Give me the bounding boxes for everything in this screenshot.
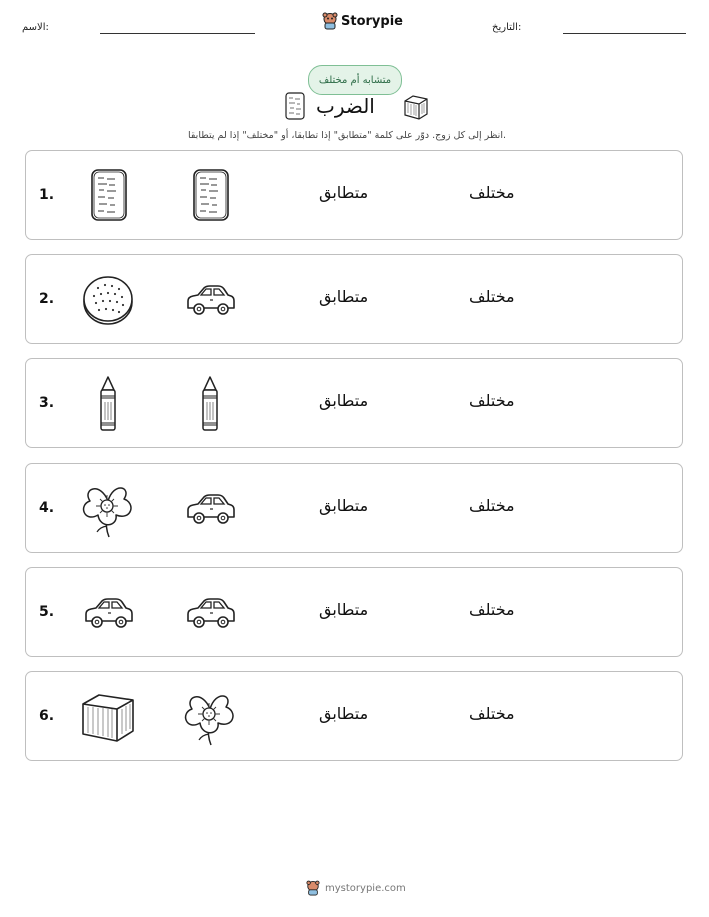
instructions: انظر إلى كل زوج. دوّر على كلمة "متطابق" إذا تطابقا، أو "مختلف" إذا لم يتطابقا. — [187, 130, 506, 141]
match-option[interactable]: متطابق — [319, 495, 369, 515]
car-icon — [180, 270, 240, 330]
wooden-box-icon — [402, 93, 430, 121]
brand-name: Storypie — [341, 13, 403, 29]
exercise-row — [25, 567, 683, 657]
exercise-row — [25, 150, 683, 240]
different-option[interactable]: مختلف — [469, 495, 515, 515]
brand-logo — [322, 12, 403, 30]
car-icon — [180, 479, 240, 539]
row-number: 1. — [39, 187, 55, 203]
different-option[interactable]: مختلف — [469, 391, 515, 411]
storypie-mascot-icon — [306, 880, 320, 896]
wooden-box-icon — [78, 687, 138, 747]
footer — [306, 880, 406, 896]
flower-icon — [180, 687, 240, 747]
match-option[interactable]: متطابق — [319, 391, 369, 411]
cookie-icon — [78, 270, 138, 330]
different-option[interactable]: مختلف — [469, 599, 515, 619]
name-label: الاسم: — [22, 22, 49, 33]
different-option[interactable]: مختلف — [469, 704, 515, 723]
exercise-row — [25, 671, 683, 761]
crayon-icon — [78, 374, 138, 434]
row-number: 6. — [39, 708, 55, 724]
row-number: 2. — [39, 291, 55, 308]
tissue-box-icon — [284, 92, 306, 120]
date-label: التاريخ: — [492, 22, 522, 33]
row-number: 3. — [39, 395, 55, 412]
footer-url[interactable]: mystorypie.com — [325, 882, 406, 894]
tissue-box-icon — [78, 166, 138, 226]
match-option[interactable]: متطابق — [319, 704, 369, 723]
name-line[interactable] — [100, 33, 255, 34]
car-icon — [78, 583, 138, 643]
topic-badge: متشابه أم مختلف — [308, 65, 402, 95]
match-option[interactable]: متطابق — [319, 599, 369, 619]
match-option[interactable]: متطابق — [319, 287, 369, 307]
title-row — [280, 92, 432, 122]
exercise-row — [25, 254, 683, 344]
match-option[interactable]: متطابق — [319, 183, 369, 202]
flower-icon — [78, 479, 138, 539]
row-number: 5. — [39, 603, 55, 620]
storypie-mascot-icon — [322, 12, 338, 30]
exercise-row — [25, 463, 683, 553]
exercise-row — [25, 358, 683, 448]
different-option[interactable]: مختلف — [469, 183, 515, 202]
tissue-box-icon — [180, 166, 240, 226]
row-number: 4. — [39, 499, 55, 516]
crayon-icon — [180, 374, 240, 434]
different-option[interactable]: مختلف — [469, 287, 515, 307]
date-line[interactable] — [563, 33, 686, 34]
page-title: الضرب — [316, 94, 375, 118]
car-icon — [180, 583, 240, 643]
